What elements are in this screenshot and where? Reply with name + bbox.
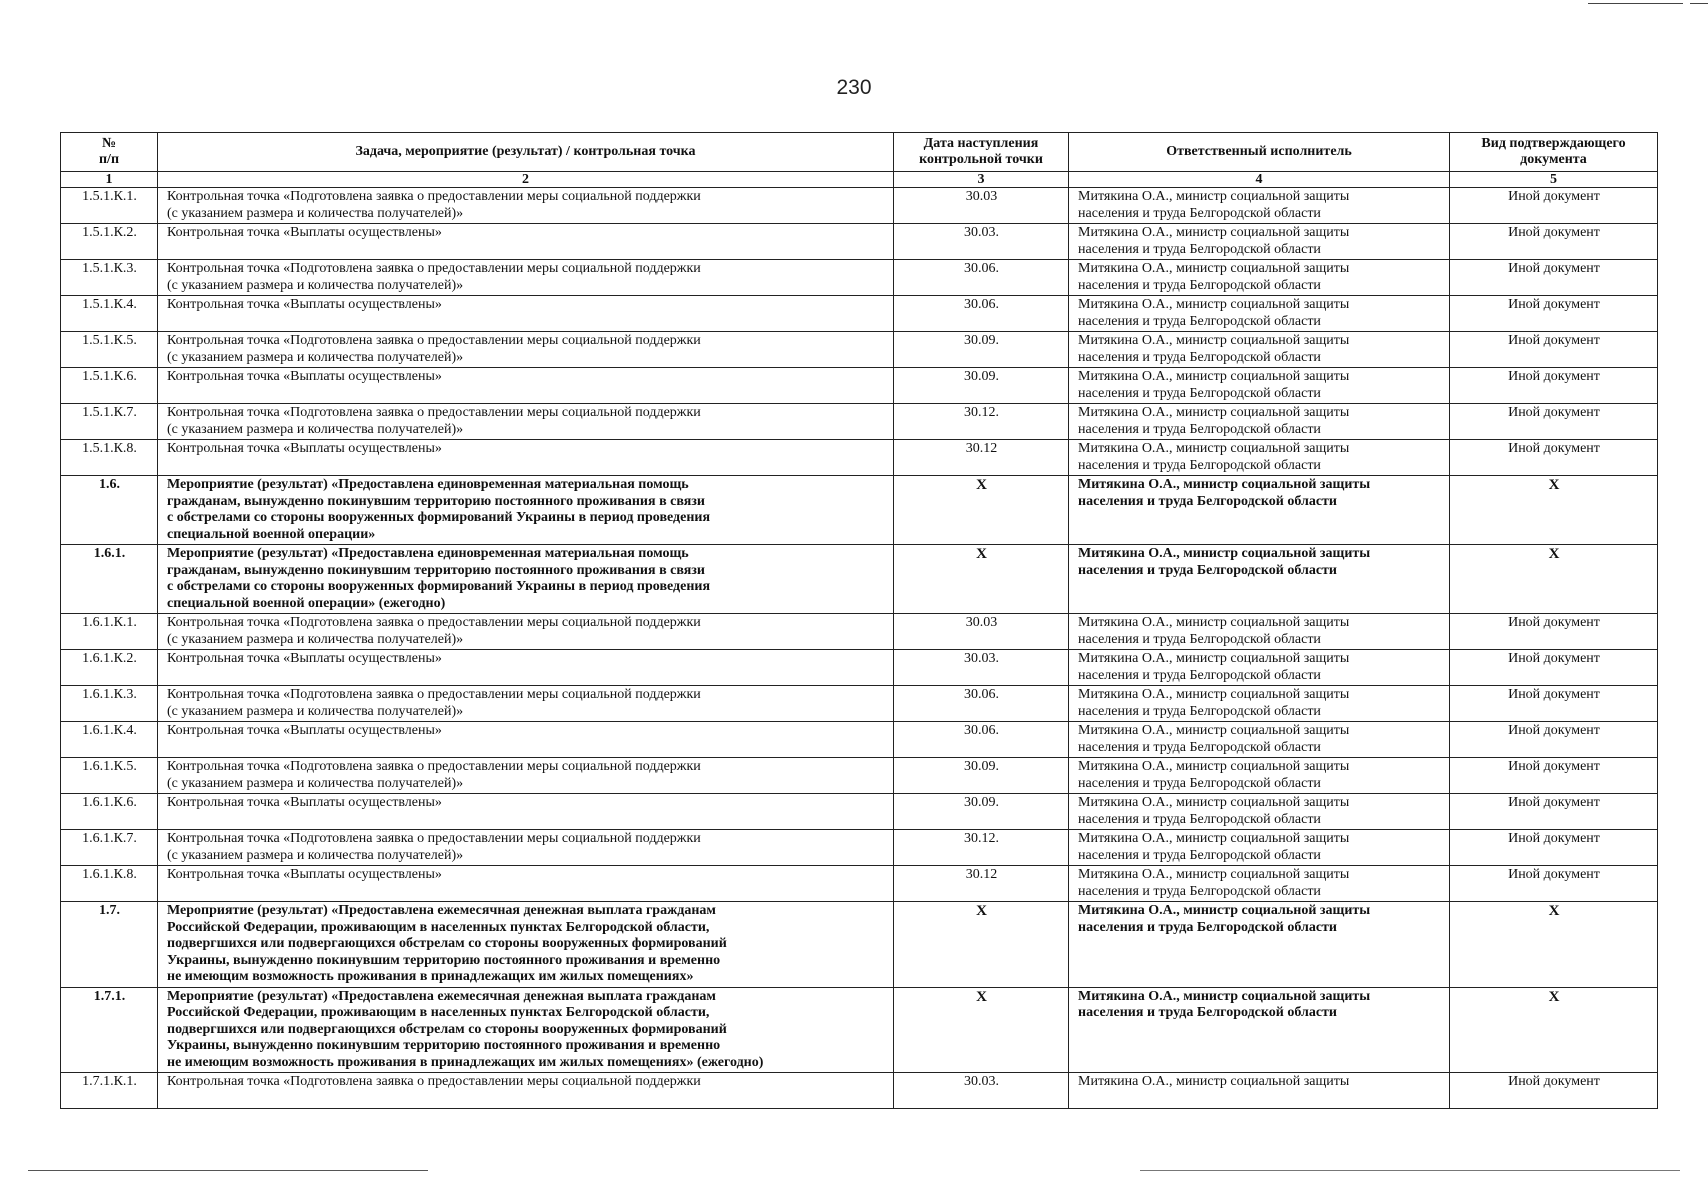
row-task: Контрольная точка «Выплаты осуществлены»: [158, 722, 894, 758]
scan-edge-line: [28, 1170, 428, 1171]
row-document-type: Иной документ: [1450, 722, 1658, 758]
row-task: Контрольная точка «Подготовлена заявка о предоставлении меры социальной поддержки (с указанием размера и количества получателей)»: [158, 758, 894, 794]
row-number: 1.6.1.К.8.: [61, 866, 158, 902]
row-executor: Митякина О.А., министр социальной защиты: [1069, 1073, 1450, 1109]
row-executor: Митякина О.А., министр социальной защиты населения и труда Белгородской области: [1069, 260, 1450, 296]
row-executor: Митякина О.А., министр социальной защиты населения и труда Белгородской области: [1069, 987, 1450, 1073]
row-date: 30.06.: [894, 260, 1069, 296]
table-row: [61, 650, 1658, 686]
row-task: Мероприятие (результат) «Предоставлена единовременная материальная помощь гражданам, вынужденно покинувшим территорию постоянного проживания в связи с обстрелами со стороны вооруженных формирований Украины в период проведения специальной военной операции» (ежегодно): [158, 545, 894, 614]
row-date: 30.03.: [894, 650, 1069, 686]
row-task: Контрольная точка «Выплаты осуществлены»: [158, 440, 894, 476]
row-date: 30.09.: [894, 368, 1069, 404]
row-executor: Митякина О.А., министр социальной защиты населения и труда Белгородской области: [1069, 686, 1450, 722]
row-number: 1.5.1.К.7.: [61, 404, 158, 440]
table-row: [61, 614, 1658, 650]
table-row: [61, 794, 1658, 830]
row-document-type: Иной документ: [1450, 404, 1658, 440]
row-number: 1.6.1.К.5.: [61, 758, 158, 794]
table-row: [61, 368, 1658, 404]
column-numbers-row: [61, 172, 1658, 188]
row-number: 1.6.1.К.4.: [61, 722, 158, 758]
row-date: 30.12.: [894, 830, 1069, 866]
row-number: 1.5.1.К.2.: [61, 224, 158, 260]
table-row: [61, 440, 1658, 476]
row-task: Мероприятие (результат) «Предоставлена ежемесячная денежная выплата гражданам Российской Федерации, проживающим в населенных пунктах Белгородской области, подвергшихся или подвергающихся обстрелам со стороны вооруженных формирований Украины, вынужденно покинувшим территорию постоянного проживания и временно не имеющим возможность проживания в принадлежащих им жилых помещениях»: [158, 902, 894, 988]
row-executor: Митякина О.А., министр социальной защиты населения и труда Белгородской области: [1069, 368, 1450, 404]
column-number: 2: [158, 172, 894, 188]
row-document-type: Иной документ: [1450, 188, 1658, 224]
row-date: 30.12: [894, 866, 1069, 902]
table-row: [61, 722, 1658, 758]
table-row: [61, 758, 1658, 794]
row-document-type: Иной документ: [1450, 830, 1658, 866]
row-executor: Митякина О.А., министр социальной защиты населения и труда Белгородской области: [1069, 188, 1450, 224]
table-header-row: [61, 133, 1658, 172]
row-document-type: Иной документ: [1450, 296, 1658, 332]
event-row: [61, 902, 1658, 988]
table-row: [61, 404, 1658, 440]
row-document-type: Иной документ: [1450, 440, 1658, 476]
row-date: 30.09.: [894, 332, 1069, 368]
row-date: Х: [894, 545, 1069, 614]
table-row-partial: [61, 1073, 1658, 1109]
column-number: 1: [61, 172, 158, 188]
row-number: 1.5.1.К.8.: [61, 440, 158, 476]
row-date: 30.03: [894, 614, 1069, 650]
table-row: [61, 260, 1658, 296]
column-number: 5: [1450, 172, 1658, 188]
row-task: Контрольная точка «Подготовлена заявка о предоставлении меры социальной поддержки (с указанием размера и количества получателей)»: [158, 686, 894, 722]
row-task: Контрольная точка «Подготовлена заявка о предоставлении меры социальной поддержки (с указанием размера и количества получателей)»: [158, 332, 894, 368]
row-date: 30.06.: [894, 296, 1069, 332]
row-date: 30.09.: [894, 794, 1069, 830]
row-number: 1.6.1.К.2.: [61, 650, 158, 686]
row-task: Контрольная точка «Подготовлена заявка о предоставлении меры социальной поддержки (с указанием размера и количества получателей)»: [158, 260, 894, 296]
row-document-type: Иной документ: [1450, 794, 1658, 830]
row-date: 30.09.: [894, 758, 1069, 794]
row-number: 1.5.1.К.1.: [61, 188, 158, 224]
row-document-type: Иной документ: [1450, 332, 1658, 368]
row-number: 1.7.: [61, 902, 158, 988]
row-executor: Митякина О.А., министр социальной защиты населения и труда Белгородской области: [1069, 296, 1450, 332]
row-executor: Митякина О.А., министр социальной защиты населения и труда Белгородской области: [1069, 650, 1450, 686]
row-task: Мероприятие (результат) «Предоставлена единовременная материальная помощь гражданам, вынужденно покинувшим территорию постоянного проживания в связи с обстрелами со стороны вооруженных формирований Украины в период проведения специальной военной операции»: [158, 476, 894, 545]
control-points-table: [60, 132, 1658, 1109]
row-task: Контрольная точка «Подготовлена заявка о предоставлении меры социальной поддержки: [158, 1073, 894, 1109]
row-executor: Митякина О.А., министр социальной защиты населения и труда Белгородской области: [1069, 902, 1450, 988]
row-date: 30.06.: [894, 686, 1069, 722]
header-date: Дата наступления контрольной точки: [894, 133, 1069, 172]
row-date: 30.03.: [894, 224, 1069, 260]
row-date: Х: [894, 987, 1069, 1073]
row-number: 1.7.1.К.1.: [61, 1073, 158, 1109]
row-task: Контрольная точка «Выплаты осуществлены»: [158, 650, 894, 686]
table-row: [61, 830, 1658, 866]
column-number: 3: [894, 172, 1069, 188]
row-task: Мероприятие (результат) «Предоставлена ежемесячная денежная выплата гражданам Российской Федерации, проживающим в населенных пунктах Белгородской области, подвергшихся или подвергающихся обстрелам со стороны вооруженных формирований Украины, вынужденно покинувшим территорию постоянного проживания и временно не имеющим возможность проживания в принадлежащих им жилых помещениях» (ежегодно): [158, 987, 894, 1073]
header-executor: Ответственный исполнитель: [1069, 133, 1450, 172]
row-task: Контрольная точка «Выплаты осуществлены»: [158, 866, 894, 902]
row-date: 30.03: [894, 188, 1069, 224]
row-date: 30.06.: [894, 722, 1069, 758]
page-number: 230: [836, 76, 872, 99]
row-number: 1.5.1.К.5.: [61, 332, 158, 368]
row-document-type: Иной документ: [1450, 686, 1658, 722]
row-task: Контрольная точка «Выплаты осуществлены»: [158, 368, 894, 404]
row-number: 1.5.1.К.4.: [61, 296, 158, 332]
row-number: 1.7.1.: [61, 987, 158, 1073]
row-document-type: Иной документ: [1450, 866, 1658, 902]
scan-edge-line: [1690, 3, 1708, 4]
row-executor: Митякина О.А., министр социальной защиты населения и труда Белгородской области: [1069, 224, 1450, 260]
scan-edge-line: [1140, 1170, 1680, 1171]
row-task: Контрольная точка «Подготовлена заявка о предоставлении меры социальной поддержки (с указанием размера и количества получателей)»: [158, 830, 894, 866]
row-date: 30.03.: [894, 1073, 1069, 1109]
row-executor: Митякина О.А., министр социальной защиты населения и труда Белгородской области: [1069, 758, 1450, 794]
row-executor: Митякина О.А., министр социальной защиты населения и труда Белгородской области: [1069, 440, 1450, 476]
table-row: [61, 296, 1658, 332]
row-executor: Митякина О.А., министр социальной защиты населения и труда Белгородской области: [1069, 794, 1450, 830]
row-date: 30.12.: [894, 404, 1069, 440]
table-row: [61, 866, 1658, 902]
scan-edge-line: [1588, 3, 1683, 4]
header-doc: Вид подтверждающего документа: [1450, 133, 1658, 172]
table-row: [61, 224, 1658, 260]
row-document-type: Иной документ: [1450, 758, 1658, 794]
row-date: Х: [894, 902, 1069, 988]
row-task: Контрольная точка «Выплаты осуществлены»: [158, 794, 894, 830]
row-number: 1.6.1.: [61, 545, 158, 614]
table-row: [61, 686, 1658, 722]
row-date: Х: [894, 476, 1069, 545]
row-task: Контрольная точка «Подготовлена заявка о предоставлении меры социальной поддержки (с указанием размера и количества получателей)»: [158, 188, 894, 224]
column-number: 4: [1069, 172, 1450, 188]
row-executor: Митякина О.А., министр социальной защиты населения и труда Белгородской области: [1069, 332, 1450, 368]
row-task: Контрольная точка «Подготовлена заявка о предоставлении меры социальной поддержки (с указанием размера и количества получателей)»: [158, 614, 894, 650]
row-task: Контрольная точка «Выплаты осуществлены»: [158, 224, 894, 260]
event-row: [61, 987, 1658, 1073]
row-number: 1.6.1.К.7.: [61, 830, 158, 866]
row-document-type: Х: [1450, 987, 1658, 1073]
row-executor: Митякина О.А., министр социальной защиты населения и труда Белгородской области: [1069, 614, 1450, 650]
row-document-type: Иной документ: [1450, 614, 1658, 650]
row-document-type: Иной документ: [1450, 224, 1658, 260]
row-date: 30.12: [894, 440, 1069, 476]
event-row: [61, 545, 1658, 614]
row-document-type: Х: [1450, 476, 1658, 545]
header-task: Задача, мероприятие (результат) / контрольная точка: [158, 133, 894, 172]
header-num: № п/п: [61, 133, 158, 172]
row-number: 1.6.1.К.3.: [61, 686, 158, 722]
row-document-type: Х: [1450, 545, 1658, 614]
row-executor: Митякина О.А., министр социальной защиты населения и труда Белгородской области: [1069, 830, 1450, 866]
row-document-type: Х: [1450, 902, 1658, 988]
row-executor: Митякина О.А., министр социальной защиты населения и труда Белгородской области: [1069, 722, 1450, 758]
row-executor: Митякина О.А., министр социальной защиты населения и труда Белгородской области: [1069, 545, 1450, 614]
table-row: [61, 332, 1658, 368]
row-number: 1.6.: [61, 476, 158, 545]
row-executor: Митякина О.А., министр социальной защиты населения и труда Белгородской области: [1069, 404, 1450, 440]
row-document-type: Иной документ: [1450, 650, 1658, 686]
row-executor: Митякина О.А., министр социальной защиты населения и труда Белгородской области: [1069, 476, 1450, 545]
row-document-type: Иной документ: [1450, 1073, 1658, 1109]
row-document-type: Иной документ: [1450, 260, 1658, 296]
row-number: 1.5.1.К.6.: [61, 368, 158, 404]
table-row: [61, 188, 1658, 224]
row-executor: Митякина О.А., министр социальной защиты населения и труда Белгородской области: [1069, 866, 1450, 902]
row-number: 1.6.1.К.1.: [61, 614, 158, 650]
row-number: 1.6.1.К.6.: [61, 794, 158, 830]
row-task: Контрольная точка «Выплаты осуществлены»: [158, 296, 894, 332]
row-task: Контрольная точка «Подготовлена заявка о предоставлении меры социальной поддержки (с указанием размера и количества получателей)»: [158, 404, 894, 440]
row-document-type: Иной документ: [1450, 368, 1658, 404]
row-number: 1.5.1.К.3.: [61, 260, 158, 296]
event-row: [61, 476, 1658, 545]
